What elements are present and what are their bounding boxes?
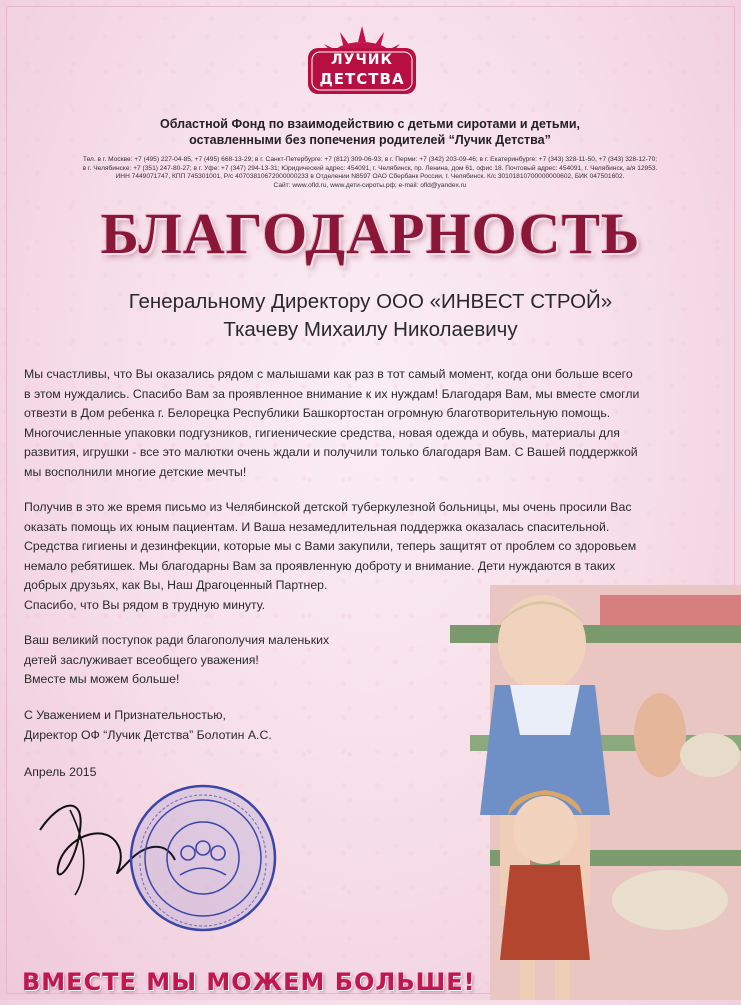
text-line: Средства гигиены и дезинфекции, которые мы с Вами закупили, теперь защитят от проблем со здоровьем bbox=[24, 539, 637, 553]
contact-details bbox=[20, 156, 720, 190]
official-seal-stamp bbox=[128, 783, 278, 933]
signoff-line2: Директор ОФ “Лучик Детства” Болотин А.С. bbox=[24, 727, 272, 742]
logo-text-line1: ЛУЧИК bbox=[331, 52, 393, 68]
document-title: БЛАГОДАРНОСТЬ bbox=[100, 201, 641, 266]
contact-line: Тел. в г. Москве: +7 (495) 227-04-85, +7 (495) 668-13-29; в г. Санкт-Петербурге: +7 (812) 309-06-93; в г. Перми: +7 (342) 203-09-46; в г. Екатеринбурге: +7 (343) 328-11-50, +7 (343) 328-12-70; bbox=[82, 156, 658, 163]
footer-slogan: ВМЕСТЕ МЫ МОЖЕМ БОЛЬШЕ! bbox=[22, 968, 476, 996]
org-name-line1: Областной Фонд по взаимодействию с детьми сиротами и детьми, bbox=[160, 117, 580, 131]
text-line: немало ребятишек. Мы благодарны Вам за проявленную доброту и внимание. Дети нуждаются в таких bbox=[24, 558, 616, 573]
organization-name bbox=[100, 116, 640, 148]
organization-logo bbox=[300, 22, 424, 96]
text-line: Вместе мы можем больше! bbox=[24, 672, 180, 686]
text-line: Спасибо, что Вы рядом в трудную минуту. bbox=[24, 597, 266, 612]
contact-line: в г. Челябинске: +7 (351) 247-80-27; в г. Уфе: +7 (347) 294-13-31; Юридический адрес: 454091, г. Челябинск, пр. Ленина, дом 61, офис 18. Почтовый адрес: 454091, г. Челябинск, а/я 12953. bbox=[82, 164, 658, 172]
recipient-block bbox=[0, 288, 741, 344]
text-line: отвезти в Дом ребенка г. Белорецка Республики Башкортостан огромную благотворительную помощь. bbox=[24, 406, 611, 420]
text-line: оказать помощь их юным пациентам. И Ваша незамедлительная поддержка оказалась спасительной. bbox=[24, 519, 610, 534]
letter-date: Апрель 2015 bbox=[24, 765, 97, 779]
child-head-icon bbox=[498, 595, 586, 691]
text-line: Ваш великий поступок ради благополучия маленьких bbox=[24, 633, 330, 647]
recipient-line1: Генеральному Директору ООО «ИНВЕСТ СТРОЙ» bbox=[128, 290, 613, 313]
text-line: Получив в это же время письмо из Челябинской детской туберкулезной больницы, мы очень просили Вас bbox=[24, 500, 632, 514]
text-line: развития, игрушки - все это малютки очень ждали и получили только благодаря Вам. С Вашей поддержкой bbox=[24, 445, 638, 459]
contact-line: ИНН 7449071747, КПП 745301001, Р/с 40703810672000000233 в Отделении N8597 ОАО Сбербанк России, г. Челябинск. К/с 30101810700000000602, БИК 047501602. bbox=[115, 173, 625, 181]
paragraph-3 bbox=[24, 631, 404, 690]
logo-text-line2: ДЕТСТВА bbox=[319, 70, 405, 88]
signoff-block bbox=[24, 706, 272, 745]
text-line: мы восполнили многие детские мечты! bbox=[24, 464, 247, 479]
recipient-line2: Ткачеву Михаилу Николаевичу bbox=[223, 318, 518, 341]
text-line: в этом нуждались. Спасибо Вам за проявленное внимание к их нуждам! Благодаря Вам, мы вместе смогли bbox=[24, 386, 640, 401]
text-line: Мы счастливы, что Вы оказались рядом с малышами как раз в тот самый момент, когда они больше всего bbox=[24, 367, 633, 381]
org-name-line2: оставленными без попечения родителей “Лучик Детства” bbox=[189, 133, 551, 147]
child-photo bbox=[450, 585, 741, 1000]
contact-line: Сайт: www.ofld.ru, www.дети-сироты.рф; e-mail: ofld@yandex.ru bbox=[273, 181, 467, 189]
text-line: Многочисленные упаковки подгузников, гигиенические средства, новая одежда и обувь, материалы для bbox=[24, 425, 620, 440]
signoff-line1: С Уважением и Признательностью, bbox=[24, 708, 226, 722]
doll-head-icon bbox=[513, 796, 577, 864]
text-line: добрых друзьях, как Вы, Наш Драгоценный Партнер. bbox=[24, 578, 328, 592]
text-line: детей заслуживает всеобщего уважения! bbox=[24, 652, 259, 667]
toy-car-icon bbox=[680, 733, 740, 777]
paragraph-1 bbox=[24, 365, 724, 482]
toy-kangaroo-icon bbox=[634, 693, 686, 777]
